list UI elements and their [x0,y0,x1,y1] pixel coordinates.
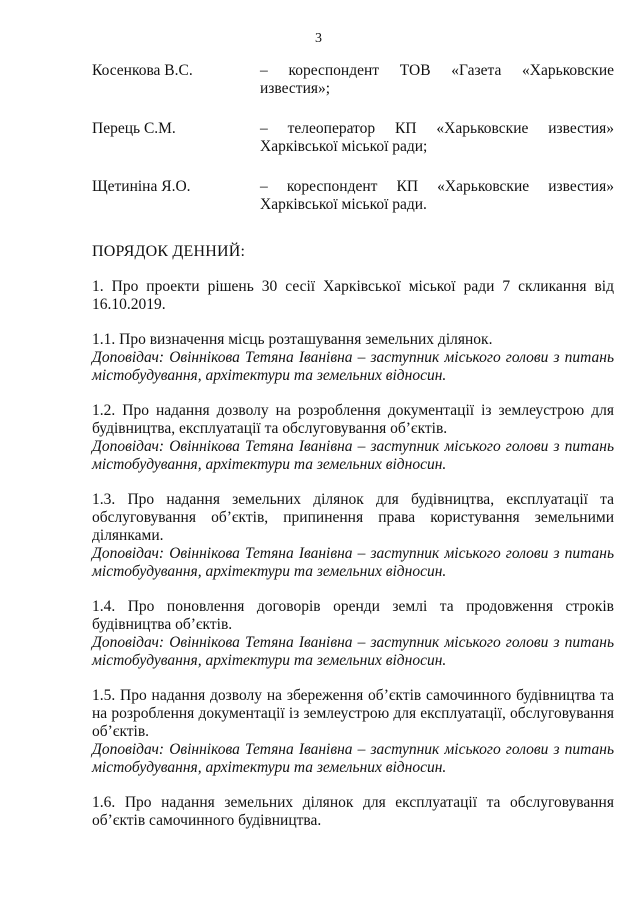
attendee-role: – телеоператор КП «Харьковские известия» Харківської міської ради; [260,120,614,155]
attendee-row [92,178,614,236]
attendee-row [92,120,614,178]
attendee-name: Перець С.М. [92,120,176,137]
agenda-item-title: 1.5. Про надання дозволу на збереження об’єктів самочинного будівництва та на розроблення документації із землеустрою для експлуатації, обслуговування об’єктів. [92,687,614,740]
agenda-item-title: 1.6. Про надання земельних ділянок для експлуатації та обслуговування об’єктів самочинного будівництва. [92,794,614,829]
speaker-label: Доповідач: [92,634,165,651]
speaker-text: Овіннікова Тетяна Іванівна – заступник міського голови з питань містобудування, архітектури та земельних відносин. [92,634,614,669]
agenda-item-title: 1.2. Про надання дозволу на розроблення документації із землеустрою для будівництва, експлуатації та обслуговування об’єктів. [92,402,614,437]
agenda-item [92,402,614,474]
attendee-list [92,62,614,236]
agenda-item-speaker [92,438,614,474]
agenda-item [92,687,614,777]
agenda-item [92,331,614,385]
agenda-item-title: 1.3. Про надання земельних ділянок для будівництва, експлуатації та обслуговування об’єктів, припинення права користування земельними ділянками. [92,491,614,544]
attendee-role: – кореспондент КП «Харьковские известия» Харківської міської ради. [260,178,614,213]
agenda-item [92,598,614,670]
attendee-row [92,62,614,120]
speaker-label: Доповідач: [92,741,165,758]
speaker-label: Доповідач: [92,438,165,455]
agenda-item-title: 1. Про проекти рішень 30 сесії Харківської міської ради 7 скликання від 16.10.2019. [92,278,614,313]
agenda-item [92,794,614,830]
agenda-item-title: 1.4. Про поновлення договорів оренди землі та продовження строків будівництва об’єктів. [92,598,614,633]
speaker-label: Доповідач: [92,349,165,366]
agenda-item-speaker [92,545,614,581]
page-number: 3 [315,31,322,46]
agenda-heading: ПОРЯДОК ДЕННИЙ: [92,243,246,260]
agenda-item [92,278,614,314]
agenda-item-speaker [92,349,614,385]
agenda-list [92,278,614,847]
attendee-role: – кореспондент ТОВ «Газета «Харьковские известия»; [260,62,614,97]
attendee-name: Косенкова В.С. [92,62,193,79]
agenda-item-speaker [92,741,614,777]
agenda-item [92,491,614,581]
attendee-name: Щетиніна Я.О. [92,178,191,195]
speaker-text: Овіннікова Тетяна Іванівна – заступник міського голови з питань містобудування, архітектури та земельних відносин. [92,349,614,384]
speaker-text: Овіннікова Тетяна Іванівна – заступник міського голови з питань містобудування, архітектури та земельних відносин. [92,438,614,473]
speaker-text: Овіннікова Тетяна Іванівна – заступник міського голови з питань містобудування, архітектури та земельних відносин. [92,545,614,580]
agenda-item-title: 1.1. Про визначення місць розташування земельних ділянок. [92,331,493,348]
agenda-item-speaker [92,634,614,670]
speaker-text: Овіннікова Тетяна Іванівна – заступник міського голови з питань містобудування, архітектури та земельних відносин. [92,741,614,776]
speaker-label: Доповідач: [92,545,165,562]
